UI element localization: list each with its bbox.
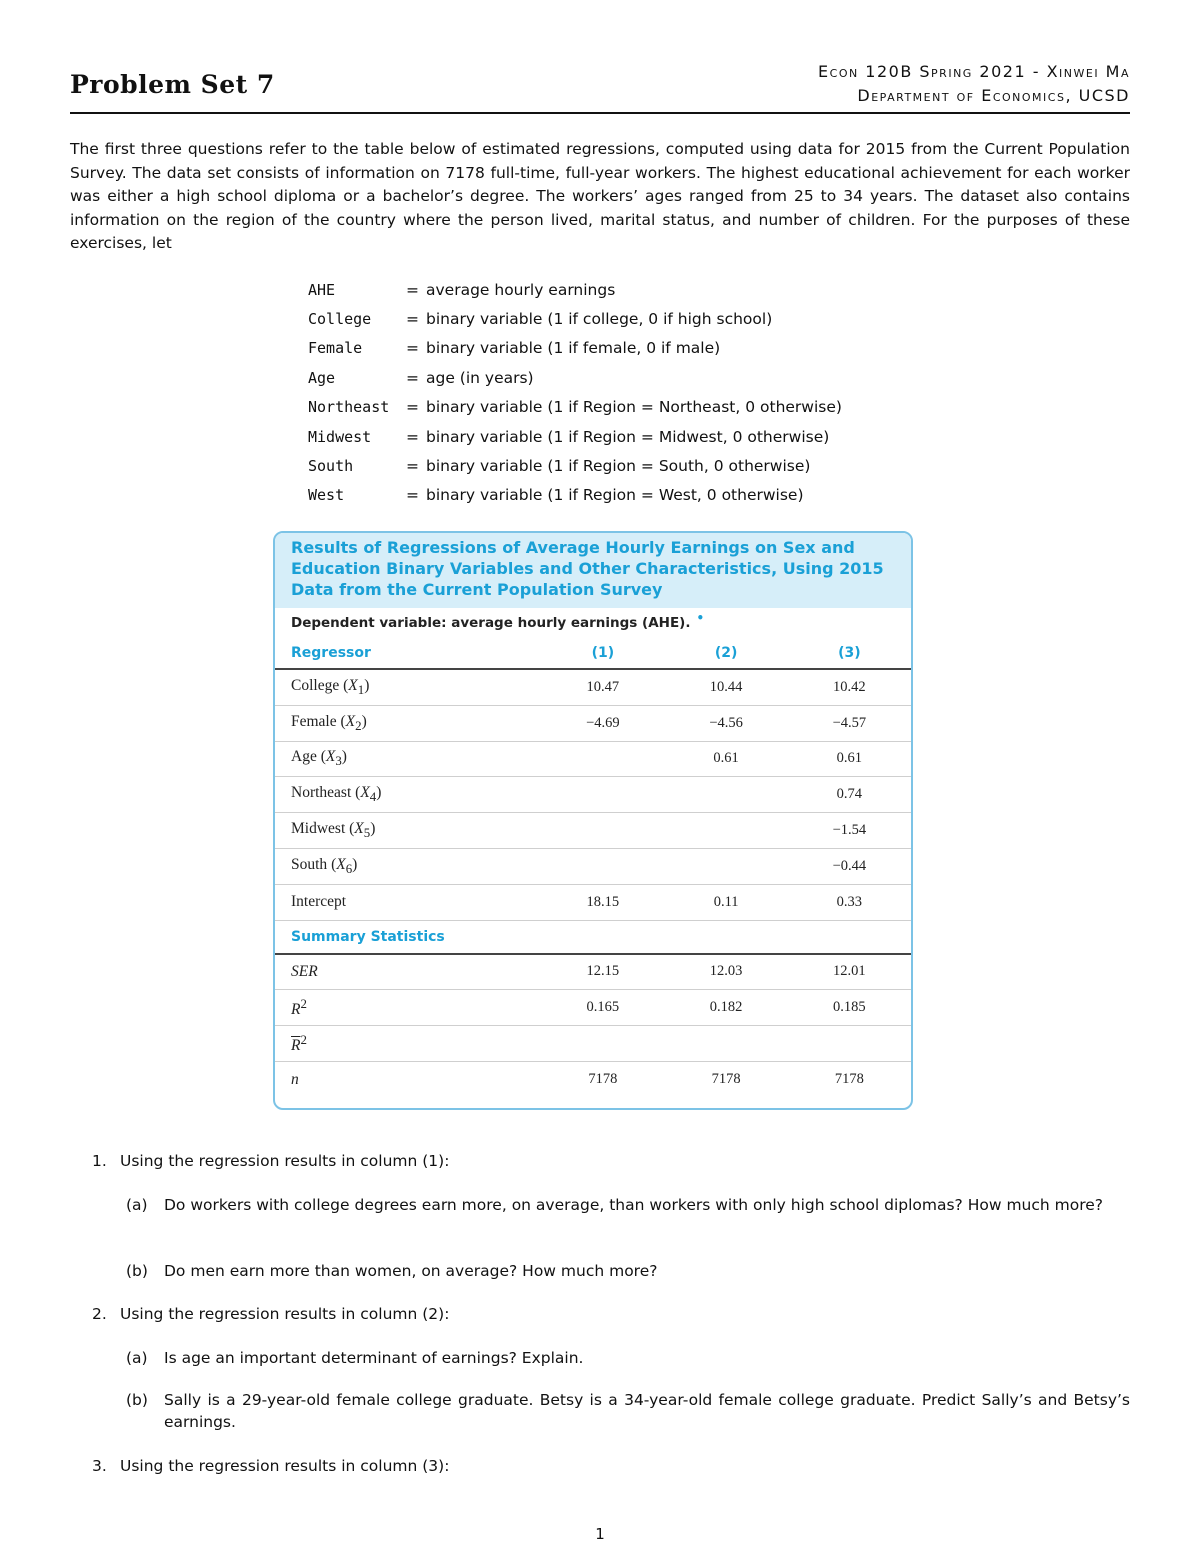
definition-text: binary variable (1 if Region = Northeast, 0 otherwise): [426, 398, 842, 417]
definition-row: [308, 363, 842, 392]
table-row: [275, 885, 911, 921]
definition-equals: =: [406, 486, 419, 505]
definition-equals: =: [406, 280, 419, 299]
coefficient-cell: 0.61: [713, 750, 739, 767]
coefficient-cell: −4.57: [832, 714, 867, 731]
definition-row: [308, 393, 842, 422]
column-header: (1): [591, 645, 615, 661]
statistic-cell: 7178: [834, 1071, 864, 1088]
definition-variable: West: [308, 486, 345, 505]
definition-row: [308, 304, 842, 333]
question-number: 2.: [92, 1305, 107, 1323]
regressor-name: Female $(X_2)$: [291, 712, 367, 733]
statistic-name: n: [291, 1070, 299, 1088]
regressor-name: Intercept: [291, 893, 347, 911]
summary-row: [275, 955, 911, 991]
definition-text: binary variable (1 if Region = Midwest, 0 otherwise): [426, 427, 830, 446]
coefficient-cell: 10.44: [709, 678, 743, 695]
statistic-cell: 0.165: [586, 999, 620, 1016]
subquestion-text: Sally is a 29-year-old female college graduate. Betsy is a 34-year-old female college graduate. Predict Sally’s and Betsy’s earnings.: [164, 1391, 1130, 1431]
coefficient-cell: 0.33: [836, 893, 863, 910]
statistic-cell: 7178: [711, 1071, 741, 1088]
table-title: Results of Regressions of Average Hourly Earnings on Sex and Education Binary Variables and Other Characteristics, Using 2015 Data from the Current Population Survey: [291, 538, 884, 599]
definition-text: binary variable (1 if female, 0 if male): [426, 339, 721, 358]
definition-equals: =: [406, 310, 419, 329]
question-number: 1.: [92, 1152, 107, 1170]
coefficient-cell: −4.69: [586, 714, 620, 731]
definition-variable: Female: [308, 339, 363, 358]
page-title: Problem Set 7: [70, 70, 275, 99]
definition-variable: AHE: [308, 280, 336, 299]
regressor-name: South $(X_6)$: [291, 855, 358, 876]
regressor-name: College $(X_1)$: [291, 676, 370, 697]
definition-variable: Northeast: [308, 398, 390, 417]
statistic-name: $\overline{R}^2$: [291, 1031, 307, 1055]
definition-row: [308, 275, 842, 304]
question-text: Using the regression results in column (1):: [120, 1152, 450, 1170]
page-header: [70, 60, 1130, 114]
definition-row: [308, 334, 842, 363]
table-header-row: [275, 638, 911, 670]
footnote-marker: •: [696, 611, 705, 625]
subquestion-label: (b): [126, 1262, 148, 1280]
table-row: [275, 849, 911, 885]
question-number: 3.: [92, 1457, 107, 1475]
summary-row: [275, 1026, 911, 1062]
definition-row: [308, 481, 842, 510]
definition-row: [308, 451, 842, 480]
summary-header-row: [275, 921, 911, 955]
definition-text: average hourly earnings: [426, 280, 616, 299]
dependent-variable-text: Dependent variable: average hourly earnings (AHE).: [291, 615, 691, 631]
statistic-cell: 7178: [588, 1071, 618, 1088]
course-info: Econ 120B Spring 2021 - Xinwei Ma: [818, 62, 1130, 81]
coefficient-cell: 0.11: [713, 893, 739, 910]
subquestion-text: Do workers with college degrees earn more, on average, than workers with only high school diplomas? How much more?: [164, 1196, 1104, 1214]
summary-row: [275, 1062, 911, 1098]
coefficient-cell: −0.44: [832, 857, 867, 874]
subquestion-label: (b): [126, 1391, 148, 1409]
column-header: (2): [714, 645, 738, 661]
definition-equals: =: [406, 368, 419, 387]
variable-definitions: [308, 275, 842, 510]
regressor-header: Regressor: [291, 645, 371, 661]
definition-variable: Midwest: [308, 427, 372, 446]
intro-paragraph: The first three questions refer to the table below of estimated regressions, computed using data for 2015 from the Current Population Survey. The data set consists of information on 7178 full-time, full-year workers. The highest educational achievement for each worker was either a high school diploma or a bachelor’s degree. The workers’ ages ranged from 25 to 34 years. The dataset also contains information on the region of the country where the person lived, marital status, and number of children. For the purposes of these exercises, let: [70, 140, 1130, 252]
table-row: [275, 777, 911, 813]
question-text: Using the regression results in column (2):: [120, 1305, 450, 1323]
definition-row: [308, 422, 842, 451]
column-header: (3): [838, 645, 861, 661]
statistic-name: $R^2$: [291, 996, 307, 1019]
statistic-cell: 12.01: [833, 963, 866, 980]
subquestion-text: Is age an important determinant of earnings? Explain.: [164, 1349, 584, 1367]
summary-statistics-label: Summary Statistics: [291, 928, 445, 945]
definition-variable: Age: [308, 368, 336, 387]
definition-equals: =: [406, 427, 419, 446]
table-row: [275, 742, 911, 778]
coefficient-cell: 10.42: [833, 678, 866, 695]
definition-equals: =: [406, 398, 419, 417]
definition-text: binary variable (1 if Region = South, 0 otherwise): [426, 457, 811, 476]
statistic-name: SER: [291, 962, 318, 980]
table-row: [275, 813, 911, 849]
question-text: Using the regression results in column (3):: [120, 1457, 450, 1475]
statistic-cell: 0.182: [709, 999, 743, 1016]
statistic-cell: 0.185: [833, 999, 866, 1016]
definition-variable: College: [308, 310, 372, 329]
subquestion-text: Do men earn more than women, on average? How much more?: [164, 1262, 658, 1280]
table-title-band: [275, 533, 911, 608]
definition-variable: South: [308, 457, 354, 476]
dependent-variable-note: [275, 608, 911, 638]
subquestion-label: (a): [126, 1196, 148, 1214]
coefficient-cell: −1.54: [832, 822, 867, 839]
statistic-cell: 12.03: [709, 963, 743, 980]
coefficient-cell: 0.74: [836, 786, 863, 803]
regression-table: [273, 531, 913, 1110]
subquestion-label: (a): [126, 1349, 148, 1367]
coefficient-cell: −4.56: [709, 714, 743, 731]
coefficient-cell: 18.15: [586, 893, 620, 910]
coefficient-cell: 0.61: [836, 750, 863, 767]
regressor-name: Northeast $(X_4)$: [291, 784, 382, 805]
coefficient-cell: 10.47: [586, 678, 620, 695]
department-info: Department of Economics, UCSD: [857, 86, 1130, 105]
summary-row: [275, 990, 911, 1026]
definition-text: binary variable (1 if college, 0 if high school): [426, 310, 773, 329]
statistic-cell: 12.15: [586, 963, 620, 980]
definition-text: binary variable (1 if Region = West, 0 otherwise): [426, 486, 804, 505]
table-row: [275, 670, 911, 706]
definition-equals: =: [406, 339, 419, 358]
regressor-name: Age $(X_3)$: [291, 748, 347, 769]
table-row: [275, 706, 911, 742]
definition-text: age (in years): [426, 368, 534, 387]
page-number: 1: [595, 1525, 605, 1543]
definition-equals: =: [406, 457, 419, 476]
regressor-name: Midwest $(X_5)$: [291, 820, 376, 841]
